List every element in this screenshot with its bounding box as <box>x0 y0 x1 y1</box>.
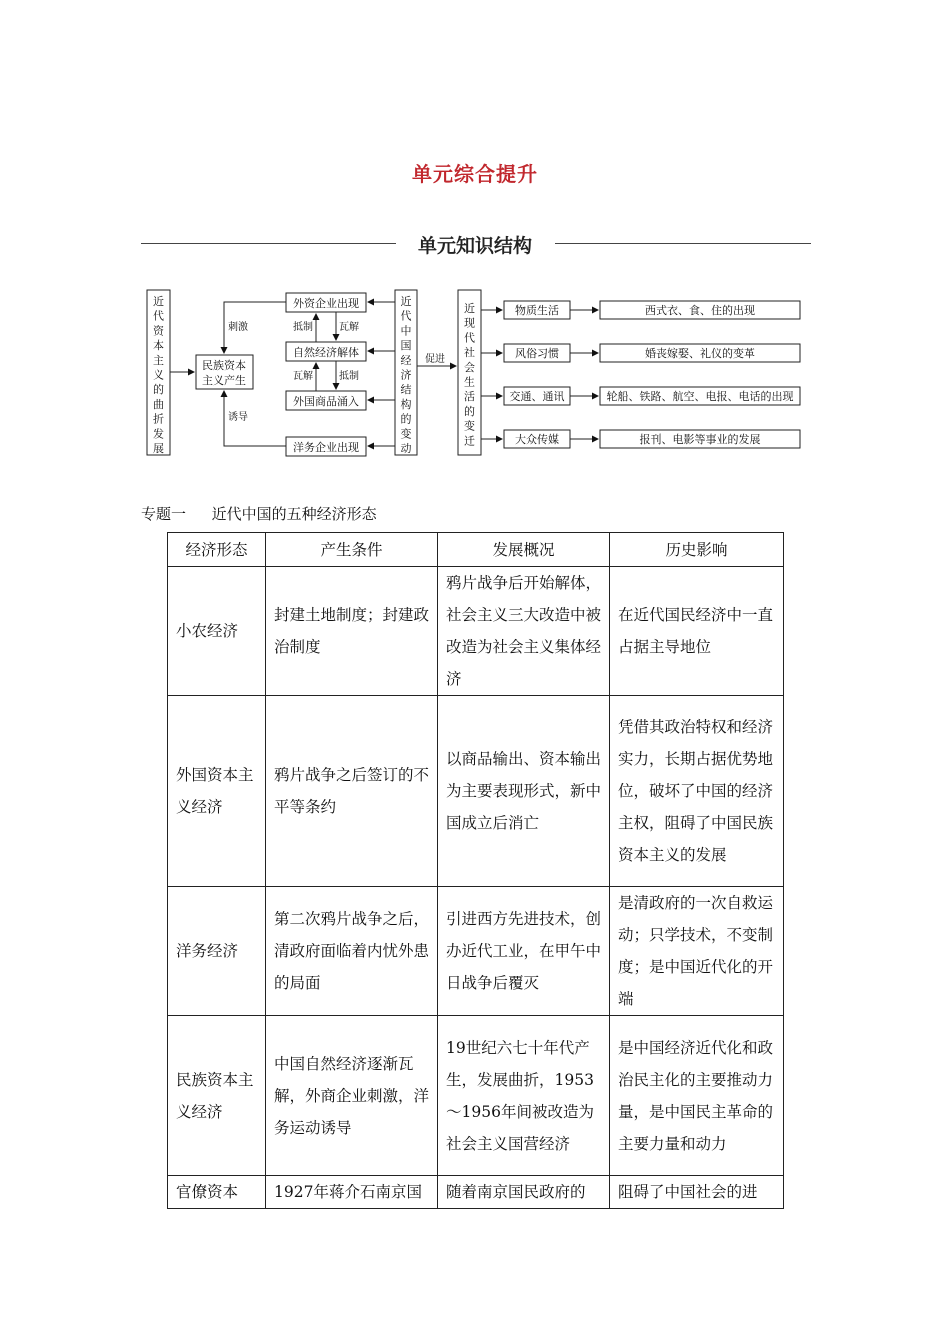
center-box-label-2: 主义产生 <box>202 374 246 387</box>
page-title: 单元综合提升 <box>412 162 538 186</box>
center-box-label-1: 民族资本 <box>202 359 246 372</box>
knowledge-structure-diagram <box>0 0 950 470</box>
topic-heading <box>141 503 377 524</box>
table-row <box>168 887 784 1016</box>
topic-number: 专题一 <box>141 505 187 523</box>
category-transport: 交通、通讯 <box>509 390 565 403</box>
social-vertical-label: 近现代社会生活的变迁 <box>464 302 475 448</box>
table-cell: 阻碍了中国社会的进 <box>610 1176 784 1209</box>
economic-forms-table <box>167 532 784 1209</box>
category-material-life: 物质生活 <box>515 304 559 317</box>
table-cell: 洋务经济 <box>168 887 266 1016</box>
mid-label-dissolve-2: 瓦解 <box>293 371 313 382</box>
table-cell: 官僚资本 <box>168 1176 266 1209</box>
left-vertical-label: 近代资本主义的曲折发展 <box>153 295 164 455</box>
table-cell: 第二次鸦片战争之后，清政府面临着内忧外患的局面 <box>266 887 438 1016</box>
table-row <box>168 1016 784 1176</box>
table-cell: 随着南京国民政府的 <box>438 1176 610 1209</box>
table-row <box>168 567 784 696</box>
middle-box-natural-economy: 自然经济解体 <box>293 346 359 359</box>
table-cell: 引进西方先进技术，创办近代工业，在甲午中日战争后覆灭 <box>438 887 610 1016</box>
table-header: 产生条件 <box>266 533 438 567</box>
middle-box-foreign-enterprise: 外资企业出现 <box>293 297 359 310</box>
result-material-life: 西式衣、食、住的出现 <box>645 304 755 317</box>
topic-title: 近代中国的五种经济形态 <box>211 505 377 523</box>
mid-label-dissolve-1: 瓦解 <box>339 322 359 333</box>
mid-label-resist-1: 抵制 <box>293 322 313 333</box>
table-cell: 以商品输出、资本输出为主要表现形式，新中国成立后消亡 <box>438 696 610 887</box>
arrow-label-stimulate: 刺激 <box>228 322 248 333</box>
category-customs: 风俗习惯 <box>515 347 559 360</box>
table-cell: 是中国经济近代化和政治民主化的主要推动力量，是中国民主革命的主要力量和动力 <box>610 1016 784 1176</box>
category-media: 大众传媒 <box>515 433 559 446</box>
table-cell: 在近代国民经济中一直占据主导地位 <box>610 567 784 696</box>
table-cell: 19世纪六七十年代产生，发展曲折，1953～1956年间被改造为社会主义国营经济 <box>438 1016 610 1176</box>
table-cell: 封建土地制度；封建政治制度 <box>266 567 438 696</box>
table-cell: 1927年蒋介石南京国 <box>266 1176 438 1209</box>
arrow-label-induce: 诱导 <box>228 412 248 423</box>
table-cell: 中国自然经济逐渐瓦解，外商企业刺激，洋务运动诱导 <box>266 1016 438 1176</box>
section-title: 单元知识结构 <box>417 235 532 257</box>
table-cell: 小农经济 <box>168 567 266 696</box>
result-transport: 轮船、铁路、航空、电报、电话的出现 <box>606 390 794 403</box>
result-media: 报刊、电影等事业的发展 <box>639 433 761 446</box>
table-header: 发展概况 <box>438 533 610 567</box>
table-header: 历史影响 <box>610 533 784 567</box>
middle-box-westernization: 洋务企业出现 <box>293 441 359 454</box>
table-cell: 鸦片战争后开始解体，社会主义三大改造中被改造为社会主义集体经济 <box>438 567 610 696</box>
table-row <box>168 1176 784 1209</box>
right-vertical-label: 近代中国经济结构的变动 <box>400 295 412 455</box>
table-header-row <box>168 533 784 567</box>
table-cell: 外国资本主义经济 <box>168 696 266 887</box>
table-cell: 鸦片战争之后签订的不平等条约 <box>266 696 438 887</box>
promote-label: 促进 <box>425 354 445 365</box>
table-cell: 凭借其政治特权和经济实力，长期占据优势地位，破坏了中国的经济主权，阻碍了中国民族资本主义的发展 <box>610 696 784 887</box>
middle-box-foreign-goods: 外国商品涌入 <box>293 395 359 408</box>
table-cell: 是清政府的一次自救运动；只学技术，不变制度；是中国近代化的开端 <box>610 887 784 1016</box>
table-cell: 民族资本主义经济 <box>168 1016 266 1176</box>
table-header: 经济形态 <box>168 533 266 567</box>
result-customs: 婚丧嫁娶、礼仪的变革 <box>645 347 755 360</box>
mid-label-resist-2: 抵制 <box>339 371 359 382</box>
table-row <box>168 696 784 887</box>
